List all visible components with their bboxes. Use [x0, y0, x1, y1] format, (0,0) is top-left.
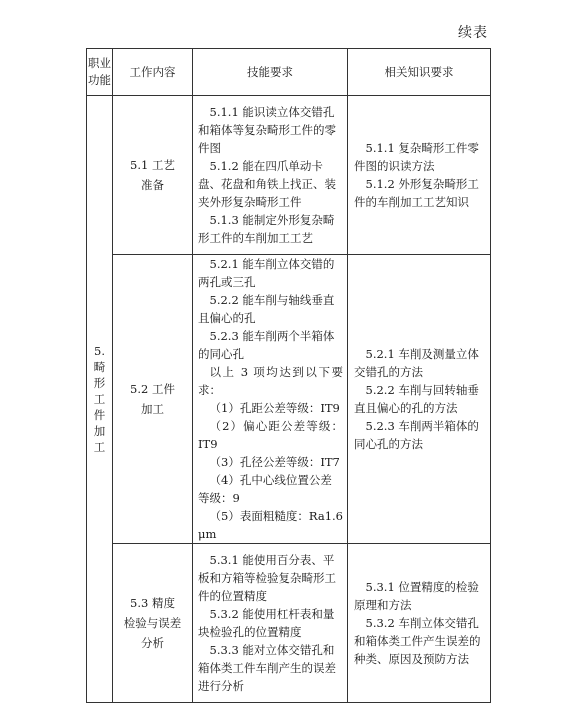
skill-line: 进行分析	[198, 679, 244, 693]
content-line: 准备	[141, 178, 164, 192]
skill-line: 等级：9	[198, 491, 240, 505]
table-row	[87, 544, 491, 703]
knowledge-line: 和箱体类工件产生误差的	[354, 634, 481, 648]
content-line: 5.1 工艺	[130, 158, 175, 172]
knowledge-line: 同心孔的方法	[354, 437, 423, 451]
continued-label: 续表	[458, 25, 488, 41]
content-line: 分析	[141, 636, 164, 650]
skills-cell	[193, 96, 348, 255]
knowledge-line: 件的车削加工工艺知识	[354, 195, 469, 209]
skill-line: 5.2.1 能车削立体交错的	[209, 257, 335, 271]
knowledge-line: 5.1.2 外形复杂畸形工	[365, 177, 479, 191]
function-char: 件	[93, 408, 106, 422]
knowledge-line: 5.1.1 复杂畸形工件零	[365, 141, 479, 155]
knowledge-line: 5.2.2 车削与回转轴垂	[365, 383, 479, 397]
skill-line: 5.1.2 能在四爪单动卡	[209, 159, 323, 173]
skill-line: 以上 3 项均达到以下要求：	[198, 365, 343, 397]
function-char: 畸	[93, 360, 106, 374]
skill-line: 5.3.3 能对立体交错孔和	[209, 643, 335, 657]
skill-line: 件图	[198, 141, 221, 155]
header-knowledge: 相关知识要求	[348, 49, 491, 96]
knowledge-cell	[348, 96, 491, 255]
content-line: 5.2 工件	[130, 382, 175, 396]
skill-line: 5.3.1 能使用百分表、平	[209, 553, 335, 567]
skill-line: 块检验孔的位置精度	[198, 625, 302, 639]
skill-line: 的同心孔	[198, 347, 244, 361]
header-content: 工作内容	[113, 49, 193, 96]
knowledge-line: 5.3.2 车削立体交错孔	[365, 616, 479, 630]
knowledge-line: 件图的识读方法	[354, 159, 435, 173]
skill-line: 5.2.2 能车削与轴线垂直	[209, 293, 335, 307]
content-line: 检验与误差	[123, 616, 182, 630]
knowledge-cell	[348, 255, 491, 544]
skills-cell	[193, 255, 348, 544]
skill-line: 盘、花盘和角铁上找正、装	[198, 177, 336, 191]
skill-line: （1）孔距公差等级：IT9	[209, 401, 340, 415]
content-cell	[113, 544, 193, 703]
skill-line: 5.3.2 能使用杠杆表和量	[209, 607, 335, 621]
skill-line: 和箱体等复杂畸形工件的零	[198, 123, 336, 137]
knowledge-line: 5.2.1 车削及测量立体	[365, 347, 479, 361]
header-skills: 技能要求	[193, 49, 348, 96]
function-cell	[87, 96, 113, 703]
skill-line: 且偏心的孔	[198, 311, 256, 325]
header-function-line-2: 功能	[88, 73, 111, 87]
skill-line: （2）偏心距公差等级：IT9	[198, 419, 343, 451]
table-row	[87, 96, 491, 255]
function-char: 加	[93, 424, 106, 438]
content-line: 5.3 精度	[130, 596, 175, 610]
table-row	[87, 255, 491, 544]
skill-line: 5.1.1 能识读立体交错孔	[209, 105, 335, 119]
function-char: 工	[93, 440, 106, 454]
skill-line: 件的位置精度	[198, 589, 267, 603]
header-function-line-1: 职业	[88, 56, 111, 70]
knowledge-line: 5.3.1 位置精度的检验	[365, 580, 479, 594]
knowledge-cell	[348, 544, 491, 703]
knowledge-line: 5.2.3 车削两半箱体的	[365, 419, 479, 433]
content-cell	[113, 96, 193, 255]
skill-line: （3）孔径公差等级：IT7	[209, 455, 340, 469]
knowledge-line: 交错孔的方法	[354, 365, 423, 379]
occupational-standard-table	[86, 48, 491, 703]
skill-line: 形工件的车削加工工艺	[198, 231, 313, 245]
function-char: 5.	[94, 344, 105, 358]
skill-line: 夹外形复杂畸形工件	[198, 195, 302, 209]
skill-line: 5.2.3 能车削两个半箱体	[209, 329, 335, 343]
header-function	[87, 49, 113, 96]
content-line: 加工	[141, 402, 164, 416]
knowledge-line: 种类、原因及预防方法	[354, 652, 469, 666]
knowledge-line: 原理和方法	[354, 598, 412, 612]
content-cell	[113, 255, 193, 544]
function-char: 工	[93, 392, 106, 406]
skills-cell	[193, 544, 348, 703]
skill-line: （4）孔中心线位置公差	[209, 473, 332, 487]
skill-line: 板和方箱等检验复杂畸形工	[198, 571, 336, 585]
skill-line: 两孔或三孔	[198, 275, 256, 289]
knowledge-line: 直且偏心的孔的方法	[354, 401, 458, 415]
skill-line: 箱体类工件车削产生的误差	[198, 661, 336, 675]
skill-line: （5）表面粗糙度：Ra1.6 μm	[198, 509, 343, 541]
function-char: 形	[93, 376, 106, 390]
header-row	[87, 49, 491, 96]
skill-line: 5.1.3 能制定外形复杂畸	[209, 213, 335, 227]
